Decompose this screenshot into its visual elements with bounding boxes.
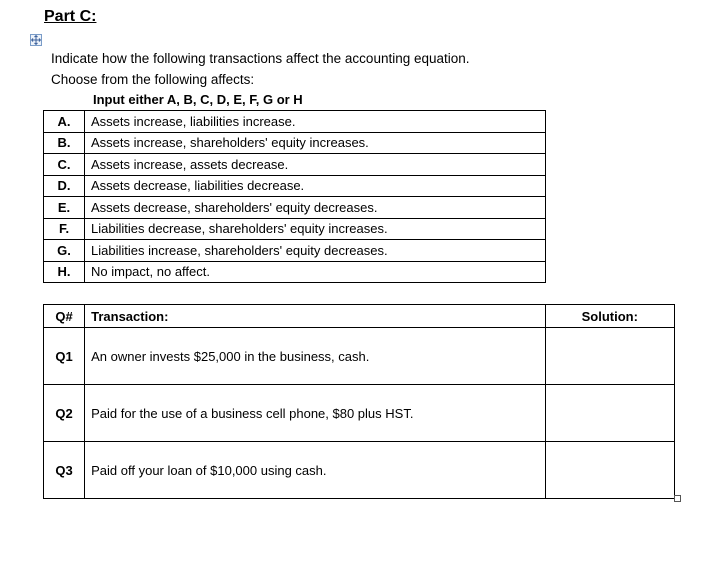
questions-header-row [44,305,675,328]
question-text: Paid off your loan of $10,000 using cash. [85,442,545,499]
option-text: No impact, no affect. [85,261,546,283]
question-row [44,328,675,385]
option-row [44,218,546,240]
header-qnum: Q# [44,305,85,328]
question-text: An owner invests $25,000 in the business, cash. [85,328,545,385]
option-text: Assets increase, assets decrease. [85,154,546,176]
option-row [44,261,546,283]
option-row [44,175,546,197]
move-arrows-icon[interactable] [30,34,42,46]
option-text: Liabilities decrease, shareholders' equity increases. [85,218,546,240]
instruction-line-1: Indicate how the following transactions affect the accounting equation. [51,51,470,66]
option-text: Assets decrease, liabilities decrease. [85,175,546,197]
page-title: Part C: [44,8,97,25]
solution-cell-q1[interactable] [545,328,674,385]
option-text: Assets decrease, shareholders' equity decreases. [85,197,546,219]
header-transaction: Transaction: [85,305,545,328]
option-row [44,197,546,219]
question-row [44,385,675,442]
option-letter: A. [44,111,85,133]
option-letter: E. [44,197,85,219]
option-letter: D. [44,175,85,197]
option-letter: F. [44,218,85,240]
questions-table [43,304,675,499]
option-letter: G. [44,240,85,262]
option-letter: H. [44,261,85,283]
option-row [44,132,546,154]
options-table [43,110,546,283]
options-header: Input either A, B, C, D, E, F, G or H [93,92,303,107]
option-text: Assets increase, liabilities increase. [85,111,546,133]
question-number: Q1 [44,328,85,385]
question-number: Q3 [44,442,85,499]
question-text: Paid for the use of a business cell phone, $80 plus HST. [85,385,545,442]
solution-cell-q3[interactable] [545,442,674,499]
header-solution: Solution: [545,305,674,328]
option-row [44,154,546,176]
resize-handle-icon[interactable] [674,495,681,502]
option-row [44,111,546,133]
option-letter: C. [44,154,85,176]
instruction-line-2: Choose from the following affects: [51,72,255,87]
option-text: Assets increase, shareholders' equity increases. [85,132,546,154]
question-number: Q2 [44,385,85,442]
question-row [44,442,675,499]
solution-cell-q2[interactable] [545,385,674,442]
option-letter: B. [44,132,85,154]
option-text: Liabilities increase, shareholders' equity decreases. [85,240,546,262]
option-row [44,240,546,262]
